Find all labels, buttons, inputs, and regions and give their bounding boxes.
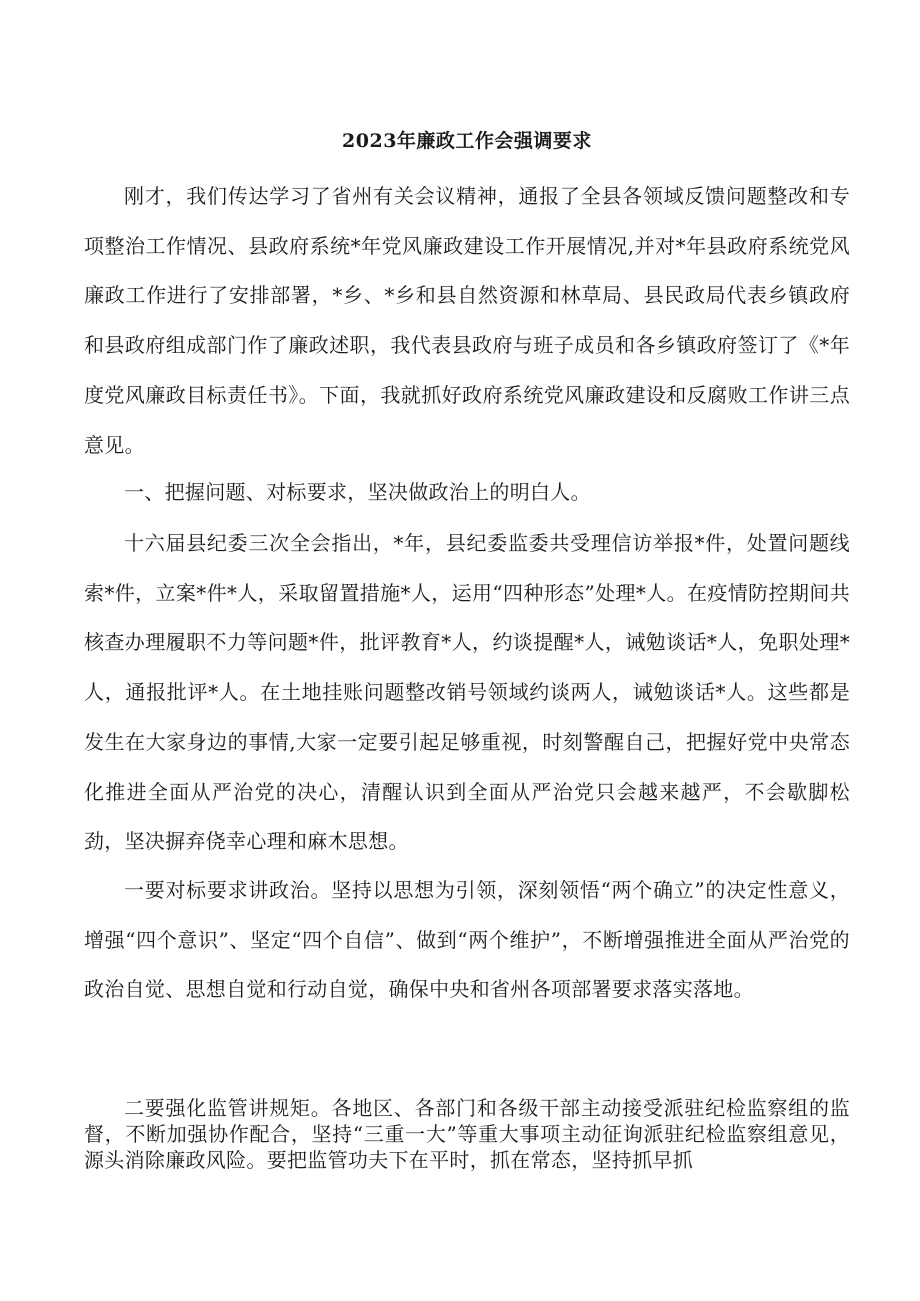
paragraph-supervision: 二要强化监管讲规矩。各地区、各部门和各级干部主动接受派驻纪检监察组的监督，不断加强协作配合，坚持“三重一大”等重大事项主动征询派驻纪检监察组意见，源头消除廉政风险。要把监管功夫下在平时，抓在常态，坚持抓早抓 bbox=[84, 1096, 850, 1172]
paragraph-intro: 刚才，我们传达学习了省州有关会议精神，通报了全县各领域反馈问题整改和专项整治工作情况、县政府系统*年党风廉政建设工作开展情况,并对*年县政府系统党风廉政工作进行了安排部署，*乡、*乡和县自然资源和林草局、县民政局代表乡镇政府和县政府组成部门作了廉政述职，我代表县政府与班子成员和各乡镇政府签订了《*年度党风廉政目标责任书》。下面，我就抓好政府系统党风廉政建设和反腐败工作讲三点意见。 bbox=[84, 184, 850, 457]
paragraph-discipline-report: 十六届县纪委三次全会指出，*年，县纪委监委共受理信访举报*件，处置问题线索*件，立案*件*人，采取留置措施*人，运用“四种形态”处理*人。在疫情防控期间共核查办理履职不力等问题*件，批评教育*人，约谈提醒*人，诫勉谈话*人，免职处理*人，通报批评*人。在土地挂账问题整改销号领域约谈两人，诫勉谈话*人。这些都是发生在大家身边的事情,大家一定要引起足够重视，时刻警醒自己，把握好党中央常态化推进全面从严治党的决心，清醒认识到全面从严治党只会越来越严，不会歇脚松劲，坚决摒弃侥幸心理和麻木思想。 bbox=[84, 531, 850, 854]
document-title: 2023年廉政工作会强调要求 bbox=[342, 130, 592, 152]
paragraph-politics: 一要对标要求讲政治。坚持以思想为引领，深刻领悟“两个确立”的决定性意义，增强“四个意识”、坚定“四个自信”、做到“两个维护”，不断增强推进全面从严治党的政治自觉、思想自觉和行动自觉，确保中央和省州各项部署要求落实落地。 bbox=[84, 878, 850, 1002]
section-heading-one: 一、把握问题、对标要求，坚决做政治上的明白人。 bbox=[124, 480, 591, 504]
